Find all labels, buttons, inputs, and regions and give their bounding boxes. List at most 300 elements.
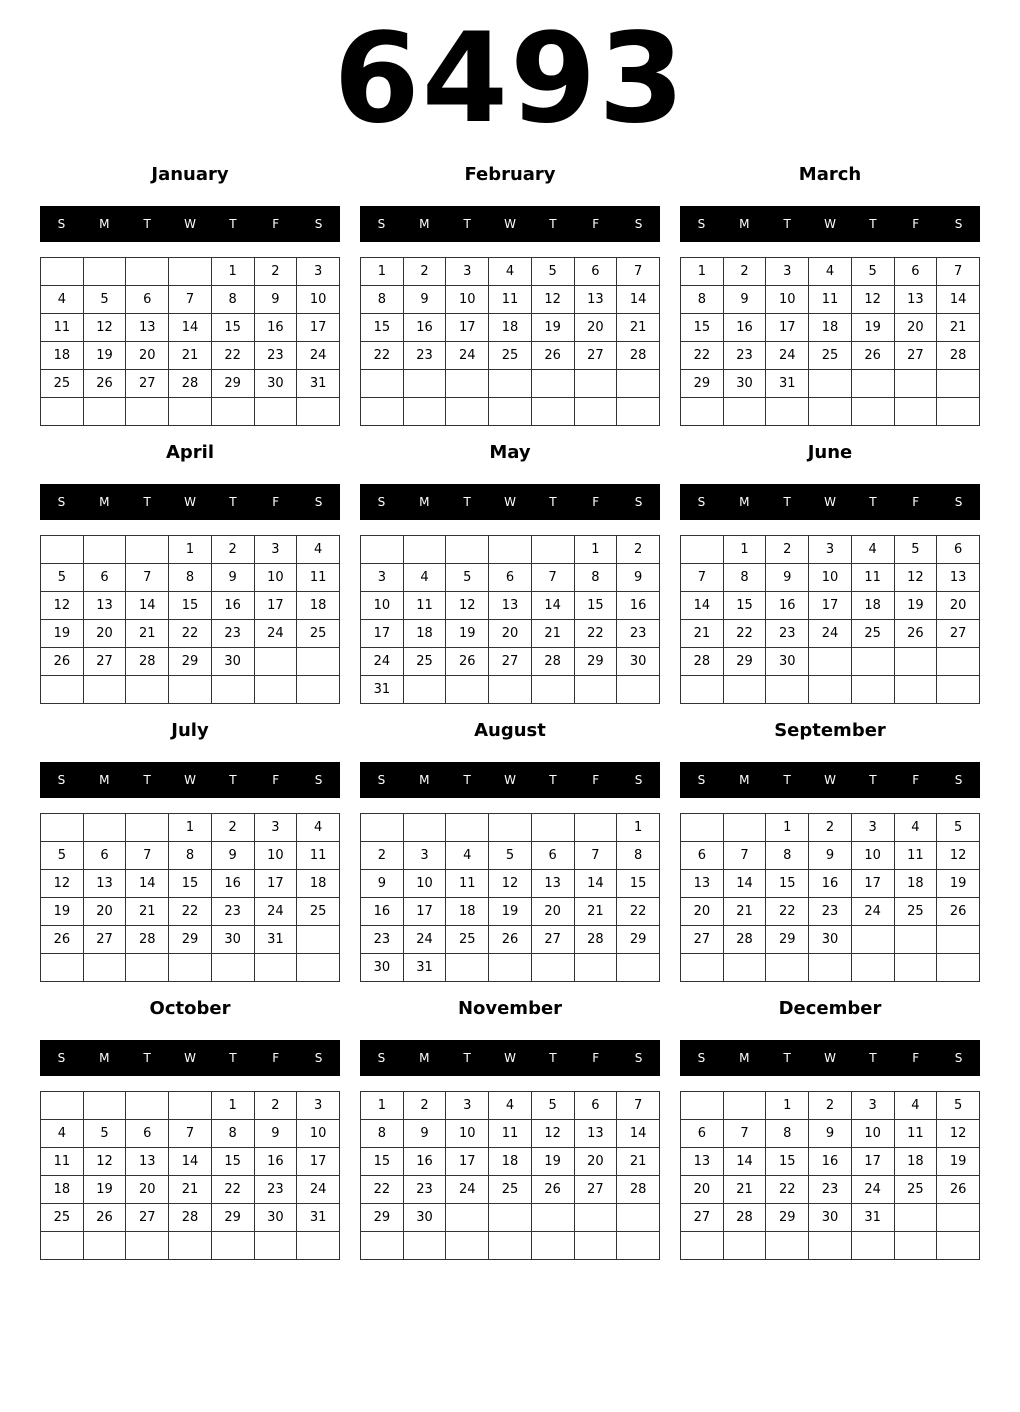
weekday-label: S (634, 1051, 643, 1065)
week-row (681, 314, 980, 342)
weekday-label: S (314, 773, 323, 787)
day-cell: 19 (937, 1148, 980, 1176)
empty-day-cell (809, 954, 852, 982)
empty-day-cell (169, 1232, 212, 1260)
week-row (41, 926, 340, 954)
weekday-label: W (184, 495, 196, 509)
week-row (681, 564, 980, 592)
weekday-label: S (954, 495, 963, 509)
empty-day-cell (766, 1232, 809, 1260)
day-cell: 5 (937, 814, 980, 842)
empty-day-cell (937, 370, 980, 398)
day-cell: 20 (489, 620, 532, 648)
day-cell: 2 (361, 842, 404, 870)
weekday-label: T (229, 495, 237, 509)
day-cell: 11 (894, 1120, 937, 1148)
day-cell: 15 (211, 314, 254, 342)
day-cell: 30 (254, 1204, 297, 1232)
day-cell: 26 (894, 620, 937, 648)
empty-day-cell (211, 676, 254, 704)
day-grid (360, 257, 660, 426)
empty-day-cell (489, 398, 532, 426)
week-row (41, 898, 340, 926)
day-cell: 1 (361, 258, 404, 286)
empty-day-cell (126, 1092, 169, 1120)
day-grid (680, 1091, 980, 1260)
weekday-label: F (912, 1051, 920, 1065)
week-row (361, 926, 660, 954)
weekday-label: T (869, 773, 877, 787)
day-cell: 6 (937, 536, 980, 564)
empty-day-cell (211, 1232, 254, 1260)
week-row (41, 870, 340, 898)
day-cell: 26 (489, 926, 532, 954)
month-name: April (165, 442, 215, 463)
day-cell: 30 (809, 926, 852, 954)
day-cell: 21 (169, 342, 212, 370)
day-cell: 23 (361, 926, 404, 954)
weekday-label: F (592, 495, 600, 509)
day-cell: 14 (574, 870, 617, 898)
day-cell: 8 (681, 286, 724, 314)
day-cell: 16 (211, 870, 254, 898)
day-cell: 25 (489, 1176, 532, 1204)
month-name: June (807, 442, 853, 463)
empty-day-cell (361, 398, 404, 426)
day-cell: 14 (169, 1148, 212, 1176)
day-cell: 7 (617, 258, 660, 286)
day-cell: 25 (894, 1176, 937, 1204)
day-cell: 5 (83, 1120, 126, 1148)
day-cell: 20 (126, 342, 169, 370)
week-row (681, 1176, 980, 1204)
day-cell: 12 (83, 314, 126, 342)
year-title: 6493 (333, 7, 687, 151)
day-cell: 10 (297, 286, 340, 314)
empty-day-cell (126, 536, 169, 564)
week-row (41, 676, 340, 704)
day-cell: 17 (297, 1148, 340, 1176)
day-cell: 27 (937, 620, 980, 648)
day-cell: 3 (809, 536, 852, 564)
empty-day-cell (894, 926, 937, 954)
day-cell: 13 (894, 286, 937, 314)
day-cell: 2 (254, 258, 297, 286)
empty-day-cell (574, 1204, 617, 1232)
empty-day-cell (894, 370, 937, 398)
day-grid (40, 813, 340, 982)
day-cell: 12 (937, 1120, 980, 1148)
day-cell: 15 (681, 314, 724, 342)
day-cell: 6 (574, 1092, 617, 1120)
empty-day-cell (403, 536, 446, 564)
weekday-label: T (869, 495, 877, 509)
day-cell: 3 (254, 814, 297, 842)
day-cell: 29 (574, 648, 617, 676)
day-cell: 6 (126, 286, 169, 314)
empty-day-cell (531, 536, 574, 564)
day-cell: 17 (766, 314, 809, 342)
empty-day-cell (681, 676, 724, 704)
weekday-label: S (57, 773, 66, 787)
empty-day-cell (254, 676, 297, 704)
day-cell: 3 (297, 258, 340, 286)
day-cell: 1 (361, 1092, 404, 1120)
empty-day-cell (574, 954, 617, 982)
day-cell: 16 (361, 898, 404, 926)
day-cell: 1 (681, 258, 724, 286)
weekday-label: F (272, 1051, 280, 1065)
empty-day-cell (361, 814, 404, 842)
day-cell: 25 (297, 898, 340, 926)
day-cell: 7 (723, 842, 766, 870)
week-row (41, 314, 340, 342)
day-cell: 4 (41, 1120, 84, 1148)
day-cell: 2 (617, 536, 660, 564)
week-row (361, 1148, 660, 1176)
day-cell: 24 (297, 1176, 340, 1204)
day-cell: 20 (937, 592, 980, 620)
empty-day-cell (361, 536, 404, 564)
empty-day-cell (403, 1232, 446, 1260)
empty-day-cell (809, 676, 852, 704)
day-cell: 16 (211, 592, 254, 620)
week-row (41, 1232, 340, 1260)
day-cell: 22 (681, 342, 724, 370)
empty-day-cell (937, 926, 980, 954)
week-row (41, 286, 340, 314)
empty-day-cell (681, 1092, 724, 1120)
day-cell: 19 (446, 620, 489, 648)
weekday-label: S (634, 217, 643, 231)
day-cell: 6 (574, 258, 617, 286)
day-cell: 27 (531, 926, 574, 954)
day-cell: 10 (254, 564, 297, 592)
weekday-label: M (99, 1051, 110, 1065)
day-cell: 21 (169, 1176, 212, 1204)
week-row (681, 286, 980, 314)
weekday-label: W (824, 495, 836, 509)
empty-day-cell (531, 954, 574, 982)
day-grid (360, 813, 660, 982)
day-cell: 28 (937, 342, 980, 370)
day-cell: 3 (254, 536, 297, 564)
week-row (41, 342, 340, 370)
day-cell: 4 (403, 564, 446, 592)
month-name: March (798, 164, 862, 185)
empty-day-cell (41, 536, 84, 564)
week-row (681, 398, 980, 426)
day-cell: 6 (83, 842, 126, 870)
empty-day-cell (83, 954, 126, 982)
day-cell: 9 (809, 1120, 852, 1148)
day-cell: 28 (681, 648, 724, 676)
month-name: July (171, 720, 209, 741)
week-row (361, 870, 660, 898)
day-cell: 6 (681, 842, 724, 870)
day-cell: 4 (297, 536, 340, 564)
day-cell: 13 (937, 564, 980, 592)
empty-day-cell (41, 954, 84, 982)
day-cell: 1 (211, 1092, 254, 1120)
day-cell: 11 (489, 1120, 532, 1148)
empty-day-cell (937, 954, 980, 982)
day-cell: 6 (83, 564, 126, 592)
weekday-label: T (783, 495, 791, 509)
day-cell: 4 (489, 1092, 532, 1120)
day-cell: 9 (809, 842, 852, 870)
day-cell: 8 (617, 842, 660, 870)
day-cell: 10 (766, 286, 809, 314)
day-cell: 25 (41, 370, 84, 398)
day-cell: 3 (446, 1092, 489, 1120)
empty-day-cell (297, 676, 340, 704)
empty-day-cell (574, 398, 617, 426)
week-row (41, 620, 340, 648)
day-cell: 2 (723, 258, 766, 286)
week-row (681, 1092, 980, 1120)
day-cell: 29 (211, 370, 254, 398)
weekday-label: M (99, 773, 110, 787)
empty-day-cell (574, 370, 617, 398)
day-cell: 16 (403, 314, 446, 342)
week-row (41, 814, 340, 842)
day-cell: 28 (169, 370, 212, 398)
empty-day-cell (297, 926, 340, 954)
empty-day-cell (723, 954, 766, 982)
day-cell: 16 (809, 1148, 852, 1176)
day-cell: 1 (169, 814, 212, 842)
day-cell: 9 (254, 286, 297, 314)
day-cell: 29 (361, 1204, 404, 1232)
day-cell: 20 (894, 314, 937, 342)
day-cell: 26 (937, 1176, 980, 1204)
week-row (41, 1204, 340, 1232)
day-cell: 14 (681, 592, 724, 620)
day-cell: 5 (83, 286, 126, 314)
day-cell: 28 (617, 1176, 660, 1204)
empty-day-cell (851, 648, 894, 676)
day-cell: 17 (809, 592, 852, 620)
day-cell: 21 (937, 314, 980, 342)
weekday-label: S (314, 495, 323, 509)
empty-day-cell (766, 954, 809, 982)
day-cell: 4 (446, 842, 489, 870)
week-row (41, 536, 340, 564)
day-cell: 25 (489, 342, 532, 370)
day-grid (40, 1091, 340, 1260)
day-cell: 24 (851, 1176, 894, 1204)
day-cell: 6 (489, 564, 532, 592)
day-cell: 17 (254, 592, 297, 620)
weekday-label: T (869, 1051, 877, 1065)
day-cell: 7 (681, 564, 724, 592)
day-cell: 19 (531, 314, 574, 342)
day-cell: 12 (446, 592, 489, 620)
day-cell: 7 (126, 564, 169, 592)
empty-day-cell (41, 398, 84, 426)
day-cell: 6 (681, 1120, 724, 1148)
empty-day-cell (83, 258, 126, 286)
day-cell: 28 (126, 926, 169, 954)
weekday-label: M (419, 217, 430, 231)
day-cell: 5 (531, 258, 574, 286)
day-cell: 16 (403, 1148, 446, 1176)
day-cell: 26 (851, 342, 894, 370)
empty-day-cell (723, 398, 766, 426)
day-cell: 15 (361, 314, 404, 342)
day-cell: 30 (723, 370, 766, 398)
weekday-label: M (419, 1051, 430, 1065)
month-name: December (778, 998, 882, 1019)
empty-day-cell (254, 398, 297, 426)
day-cell: 6 (894, 258, 937, 286)
week-row (681, 342, 980, 370)
empty-day-cell (403, 676, 446, 704)
empty-day-cell (254, 954, 297, 982)
day-cell: 14 (169, 314, 212, 342)
weekday-label: S (314, 1051, 323, 1065)
day-cell: 11 (851, 564, 894, 592)
day-cell: 17 (254, 870, 297, 898)
weekday-label: T (229, 773, 237, 787)
day-cell: 18 (894, 1148, 937, 1176)
weekday-label: T (463, 217, 471, 231)
day-cell: 17 (851, 870, 894, 898)
day-cell: 9 (211, 564, 254, 592)
week-row (681, 1204, 980, 1232)
weekday-label: S (377, 495, 386, 509)
empty-day-cell (894, 1204, 937, 1232)
day-cell: 28 (126, 648, 169, 676)
week-row (681, 954, 980, 982)
week-row (361, 620, 660, 648)
day-cell: 5 (937, 1092, 980, 1120)
empty-day-cell (851, 926, 894, 954)
day-cell: 21 (723, 898, 766, 926)
day-cell: 23 (766, 620, 809, 648)
day-cell: 26 (41, 648, 84, 676)
empty-day-cell (809, 398, 852, 426)
week-row (361, 898, 660, 926)
day-cell: 11 (297, 564, 340, 592)
day-cell: 17 (851, 1148, 894, 1176)
day-cell: 12 (937, 842, 980, 870)
day-cell: 28 (723, 1204, 766, 1232)
day-cell: 19 (894, 592, 937, 620)
day-cell: 20 (681, 898, 724, 926)
day-cell: 18 (489, 1148, 532, 1176)
day-cell: 16 (254, 314, 297, 342)
empty-day-cell (446, 1232, 489, 1260)
day-cell: 2 (403, 258, 446, 286)
day-cell: 18 (851, 592, 894, 620)
day-cell: 15 (766, 1148, 809, 1176)
empty-day-cell (723, 1092, 766, 1120)
empty-day-cell (531, 398, 574, 426)
day-cell: 14 (723, 870, 766, 898)
day-cell: 1 (169, 536, 212, 564)
week-row (361, 286, 660, 314)
day-cell: 30 (809, 1204, 852, 1232)
empty-day-cell (681, 954, 724, 982)
day-cell: 2 (766, 536, 809, 564)
weekday-label: S (697, 217, 706, 231)
day-cell: 19 (937, 870, 980, 898)
day-cell: 15 (169, 592, 212, 620)
day-cell: 22 (211, 1176, 254, 1204)
day-cell: 22 (723, 620, 766, 648)
day-cell: 25 (894, 898, 937, 926)
empty-day-cell (254, 1232, 297, 1260)
day-cell: 2 (403, 1092, 446, 1120)
day-cell: 21 (723, 1176, 766, 1204)
empty-day-cell (446, 1204, 489, 1232)
empty-day-cell (574, 1232, 617, 1260)
empty-day-cell (531, 676, 574, 704)
day-cell: 21 (126, 620, 169, 648)
day-cell: 23 (403, 1176, 446, 1204)
weekday-header (40, 762, 340, 798)
empty-day-cell (83, 398, 126, 426)
weekday-label: T (549, 217, 557, 231)
empty-day-cell (446, 370, 489, 398)
weekday-label: M (739, 773, 750, 787)
day-cell: 2 (254, 1092, 297, 1120)
week-row (681, 870, 980, 898)
day-cell: 5 (446, 564, 489, 592)
empty-day-cell (937, 676, 980, 704)
weekday-header (360, 762, 660, 798)
weekday-label: S (377, 1051, 386, 1065)
day-cell: 23 (723, 342, 766, 370)
day-cell: 27 (681, 926, 724, 954)
day-cell: 28 (574, 926, 617, 954)
empty-day-cell (894, 1232, 937, 1260)
day-cell: 27 (126, 370, 169, 398)
day-cell: 15 (361, 1148, 404, 1176)
week-row (361, 954, 660, 982)
empty-day-cell (809, 648, 852, 676)
day-cell: 19 (41, 620, 84, 648)
day-cell: 28 (723, 926, 766, 954)
day-cell: 30 (211, 926, 254, 954)
week-row (41, 1148, 340, 1176)
day-cell: 8 (574, 564, 617, 592)
empty-day-cell (446, 536, 489, 564)
day-cell: 11 (809, 286, 852, 314)
day-cell: 22 (211, 342, 254, 370)
day-cell: 10 (361, 592, 404, 620)
empty-day-cell (531, 1204, 574, 1232)
weekday-header (680, 484, 980, 520)
empty-day-cell (937, 648, 980, 676)
day-cell: 29 (211, 1204, 254, 1232)
day-cell: 30 (211, 648, 254, 676)
day-cell: 6 (126, 1120, 169, 1148)
day-cell: 2 (809, 814, 852, 842)
day-cell: 25 (41, 1204, 84, 1232)
day-cell: 24 (809, 620, 852, 648)
week-row (681, 648, 980, 676)
day-cell: 29 (681, 370, 724, 398)
week-row (361, 258, 660, 286)
weekday-label: M (99, 217, 110, 231)
day-cell: 9 (766, 564, 809, 592)
empty-day-cell (894, 398, 937, 426)
weekday-label: M (739, 495, 750, 509)
empty-day-cell (489, 1204, 532, 1232)
